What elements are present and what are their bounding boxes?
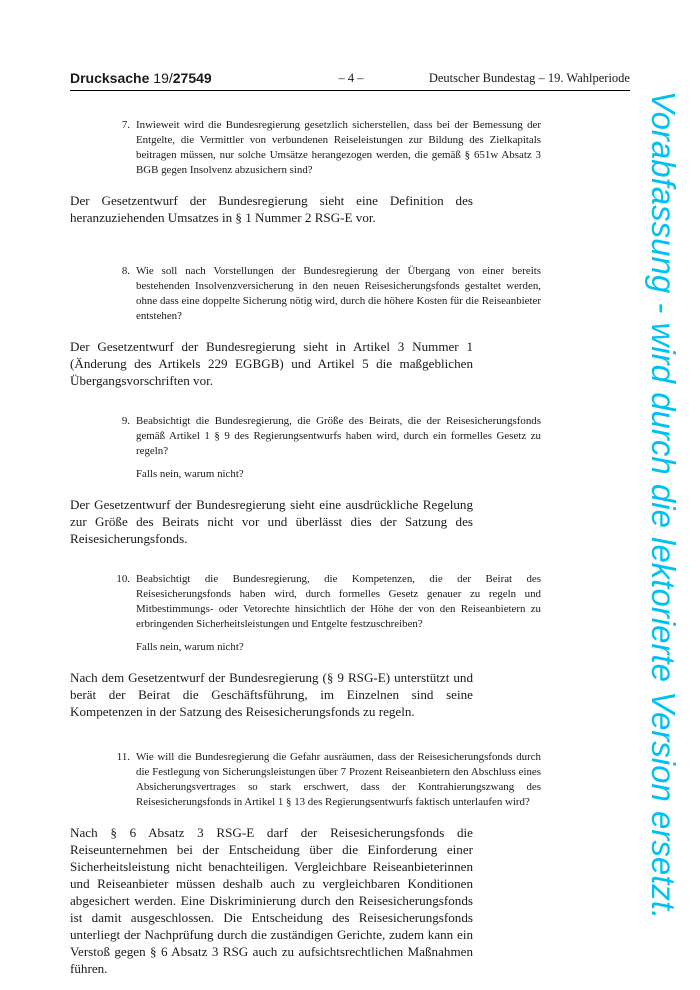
question: [116, 750, 541, 810]
qa-block-10: [70, 572, 630, 720]
question-number: 9.: [121, 415, 130, 427]
question: [116, 572, 541, 632]
answer-text: Der Gesetzentwurf der Bundesregierung sieht in Artikel 3 Nummer 1 (Änderung des Artikels 229 EGBGB) und Artikel 5 die maßgeblichen Übergangsvorschriften vor.: [70, 339, 473, 388]
question-text: Inwieweit wird die Bundesregierung gesetzlich sicherstellen, dass bei der Bemessung der Entgelte, die Vermittler von verbundenen Reiseleistungen zur Bildung des Zielkapitals beitragen müssen, nur solche Umsätze herangezogen werden, die gemäß § 651w Absatz 3 BGB gegen Insolvenz abzusichern sind?: [136, 119, 541, 176]
question-text: Wie soll nach Vorstellungen der Bundesregierung der Übergang von einer bereits bestehenden Insolvenzversicherung in den neuen Reisesicherungsfonds gestaltet werden, ohne dass eine doppelte Sicherung nötig wird, durch die höhere Kosten für die Reiseanbieter entstehen?: [136, 265, 541, 322]
question-text: Wie will die Bundesregierung die Gefahr ausräumen, dass der Reisesicherungsfonds durch die Festlegung von Sicherungsleistungen über 7 Prozent Reiseanbietern den Abschluss eines Absicherungsvertrages so stark erschwert, dass der Kontrahierungszwang des Reisesicherungsfonds in Artikel 1 § 13 des Regierungsentwurfs faktisch unterlaufen wird?: [136, 751, 541, 808]
preliminary-version-watermark: Vorabfassung - wird durch die lektorierte Version ersetzt.: [645, 90, 682, 920]
question-text: Beabsichtigt die Bundesregierung, die Kompetenzen, die der Beirat des Reisesicherungsfonds haben wird, durch formelles Gesetz genauer zu regeln und Mitbestimmungs- oder Vetorechte hinsichtlich der Höhe der von den Reiseanbietern zu erbringenden Sicherheitsleistungen und Entgelte festzuschreiben?: [136, 573, 541, 630]
page-header: [70, 70, 630, 91]
question-number: 10.: [116, 573, 130, 585]
answer-text: Der Gesetzentwurf der Bundesregierung sieht eine Definition des heranzuziehenden Umsatzes in § 1 Nummer 2 RSG-E vor.: [70, 193, 473, 225]
question-number: 11.: [116, 751, 130, 763]
question-number: 8.: [121, 265, 130, 277]
answer-text: Der Gesetzentwurf der Bundesregierung sieht eine ausdrückliche Regelung zur Größe des Beirats nicht vor und überlässt dies der Satzung des Reisesicherungsfonds.: [70, 497, 473, 546]
question-number: 7.: [121, 119, 130, 131]
question-followup: Falls nein, warum nicht?: [136, 641, 244, 653]
header-parliament: Deutscher Bundestag – 19. Wahlperiode: [428, 71, 630, 85]
answer-text: Nach dem Gesetzentwurf der Bundesregierung (§ 9 RSG-E) unterstützt und berät der Beirat die Geschäftsführung, im Einzelnen sind seine Kompetenzen in der Satzung des Reisesicherungsfonds zu regeln.: [70, 670, 473, 719]
page-number: – 4 –: [338, 71, 364, 85]
question-followup: Falls nein, warum nicht?: [136, 468, 244, 480]
document-body: [70, 118, 630, 977]
qa-block-8: [70, 264, 630, 389]
document-number: Drucksache 19/27549: [70, 70, 212, 86]
answer-text: Nach § 6 Absatz 3 RSG-E darf der Reisesicherungsfonds die Reiseunternehmen bei der Entscheidung über die Einforderung einer Sicherheitsleistung nicht benachteiligen. Vergleichbare Reiseanbieterinnen und Reiseanbieter müssen deshalb auch zu vergleichbaren Konditionen abgesichert werden. Eine Diskriminierung durch den Reisesicherungsfonds ist damit ausgeschlossen. Die Entscheidung des Reisesicherungsfonds unterliegt der Nachprüfung durch die zuständigen Gerichte, zudem kann ein Verstoß gegen § 6 Absatz 3 RSG auch zu aufsichtsrechtlichen Maßnahmen führen.: [70, 825, 473, 976]
qa-block-11: [70, 750, 630, 977]
question: [121, 118, 541, 178]
question: [121, 414, 541, 459]
question-text: Beabsichtigt die Bundesregierung, die Größe des Beirats, die der Reisesicherungsfonds gemäß Artikel 1 § 9 des Regierungsentwurfs haben wird, durch ein formelles Gesetz zu regeln?: [136, 415, 541, 457]
qa-block-9: [70, 414, 630, 547]
qa-block-7: [70, 118, 630, 226]
question: [121, 264, 541, 324]
